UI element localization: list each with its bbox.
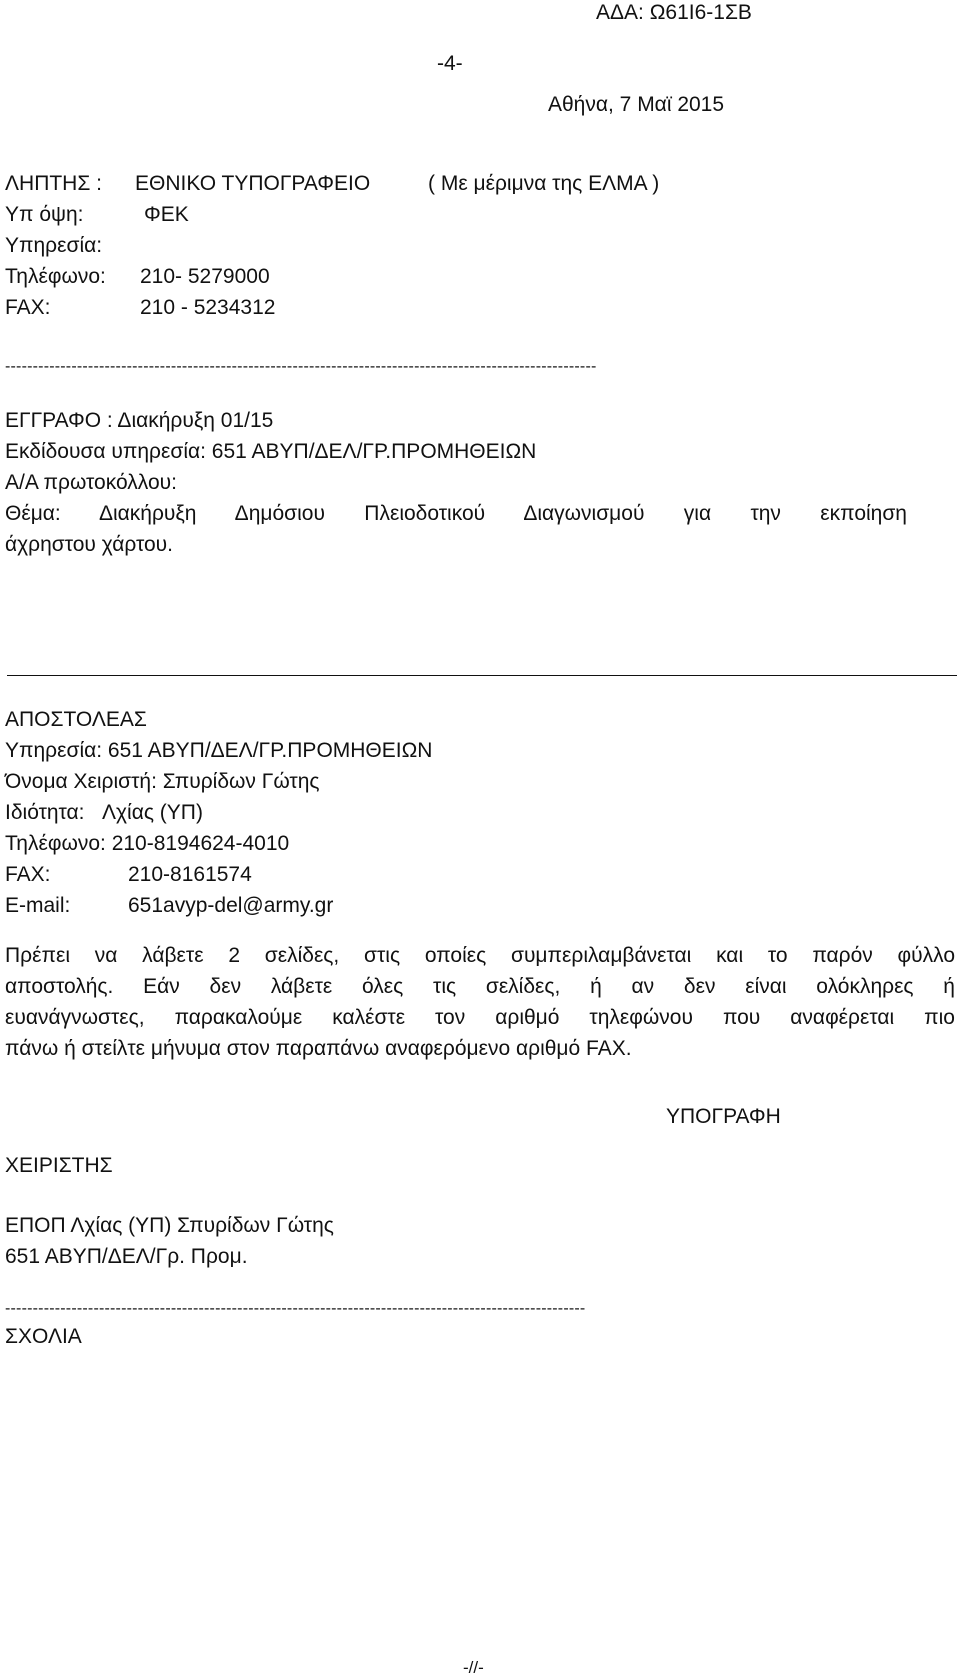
- attention-value: ΦΕΚ: [144, 203, 189, 226]
- page-number: -4-: [437, 52, 463, 75]
- sender-email-value: 651avyp-del@army.gr: [128, 894, 334, 917]
- recipient-phone-value: 210- 5279000: [140, 265, 270, 288]
- sender-title: ΑΠΟΣΤΟΛΕΑΣ: [5, 708, 147, 731]
- subject-line-2: άχρηστου χάρτου.: [5, 533, 173, 556]
- notice-line-2: αποστολής. Εάν δεν λάβετε όλες τις σελίδες, ή αν δεν είναι ολόκληρες ή: [5, 975, 955, 998]
- page-footer: -//-: [463, 1658, 484, 1677]
- ada-number: ΑΔΑ: Ω61Ι6-1ΣΒ: [596, 1, 752, 24]
- sender-phone: Τηλέφωνο: 210-8194624-4010: [5, 832, 290, 855]
- recipient-service-label: Υπηρεσία:: [5, 234, 103, 257]
- sender-rank-label: Ιδιότητα:: [5, 801, 85, 824]
- notice-line-3: ευανάγνωστες, παρακαλούμε καλέστε τον αριθμό τηλεφώνου που αναφέρεται πιο: [5, 1006, 955, 1029]
- recipient-fax-value: 210 - 5234312: [140, 296, 276, 319]
- handler-label: ΧΕΙΡΙΣΤΗΣ: [5, 1154, 113, 1177]
- recipient-phone-label: Τηλέφωνο:: [5, 265, 106, 288]
- horizontal-rule: [7, 675, 957, 676]
- dashed-separator-top: -----------------------------------------------------------------------------------------------------------: [5, 359, 597, 375]
- attention-label: Υπ όψη:: [5, 203, 84, 226]
- issuing-service: Εκδίδουσα υπηρεσία: 651 ΑΒΥΠ/ΔΕΛ/ΓΡ.ΠΡΟΜΗΘΕΙΩΝ: [5, 440, 537, 463]
- sender-fax-label: FAX:: [5, 863, 51, 886]
- signature-label: ΥΠΟΓΡΑΦΗ: [666, 1105, 781, 1128]
- sender-handler: Όνομα Χειριστή: Σπυρίδων Γώτης: [5, 770, 320, 793]
- sender-fax-value: 210-8161574: [128, 863, 252, 886]
- recipient-value: ΕΘΝΙΚΟ ΤΥΠΟΓΡΑΦΕΙΟ: [135, 172, 371, 195]
- document-date: Αθήνα, 7 Μαϊ 2015: [548, 93, 725, 116]
- dashed-separator-bottom: ---------------------------------------------------------------------------------------------------------: [5, 1301, 586, 1317]
- sender-service: Υπηρεσία: 651 ΑΒΥΠ/ΔΕΛ/ΓΡ.ΠΡΟΜΗΘΕΙΩΝ: [5, 739, 433, 762]
- protocol-number: Α/Α πρωτοκόλλου:: [5, 471, 177, 494]
- sender-rank-value: Λχίας (ΥΠ): [102, 801, 203, 824]
- document-type: ΕΓΓΡΑΦΟ : Διακήρυξη 01/15: [5, 409, 274, 432]
- sender-email-label: E-mail:: [5, 894, 71, 917]
- subject-line-1: Θέμα: Διακήρυξη Δημόσιου Πλειοδοτικού Διαγωνισμού για την εκποίηση: [5, 502, 907, 525]
- recipient-fax-label: FAX:: [5, 296, 51, 319]
- recipient-note: ( Με μέριμνα της ΕΛΜΑ ): [428, 172, 660, 195]
- notice-line-1: Πρέπει να λάβετε 2 σελίδες, στις οποίες συμπεριλαμβάνεται και το παρόν φύλλο: [5, 944, 955, 967]
- recipient-label: ΛΗΠΤΗΣ :: [5, 172, 103, 195]
- comments-label: ΣΧΟΛΙΑ: [5, 1325, 82, 1348]
- notice-line-4: πάνω ή στείλτε μήνυμα στον παραπάνω αναφερόμενο αριθμό FAX.: [5, 1037, 632, 1060]
- handler-name: ΕΠΟΠ Λχίας (ΥΠ) Σπυρίδων Γώτης: [5, 1214, 334, 1237]
- handler-unit: 651 ΑΒΥΠ/ΔΕΛ/Γρ. Προμ.: [5, 1245, 248, 1268]
